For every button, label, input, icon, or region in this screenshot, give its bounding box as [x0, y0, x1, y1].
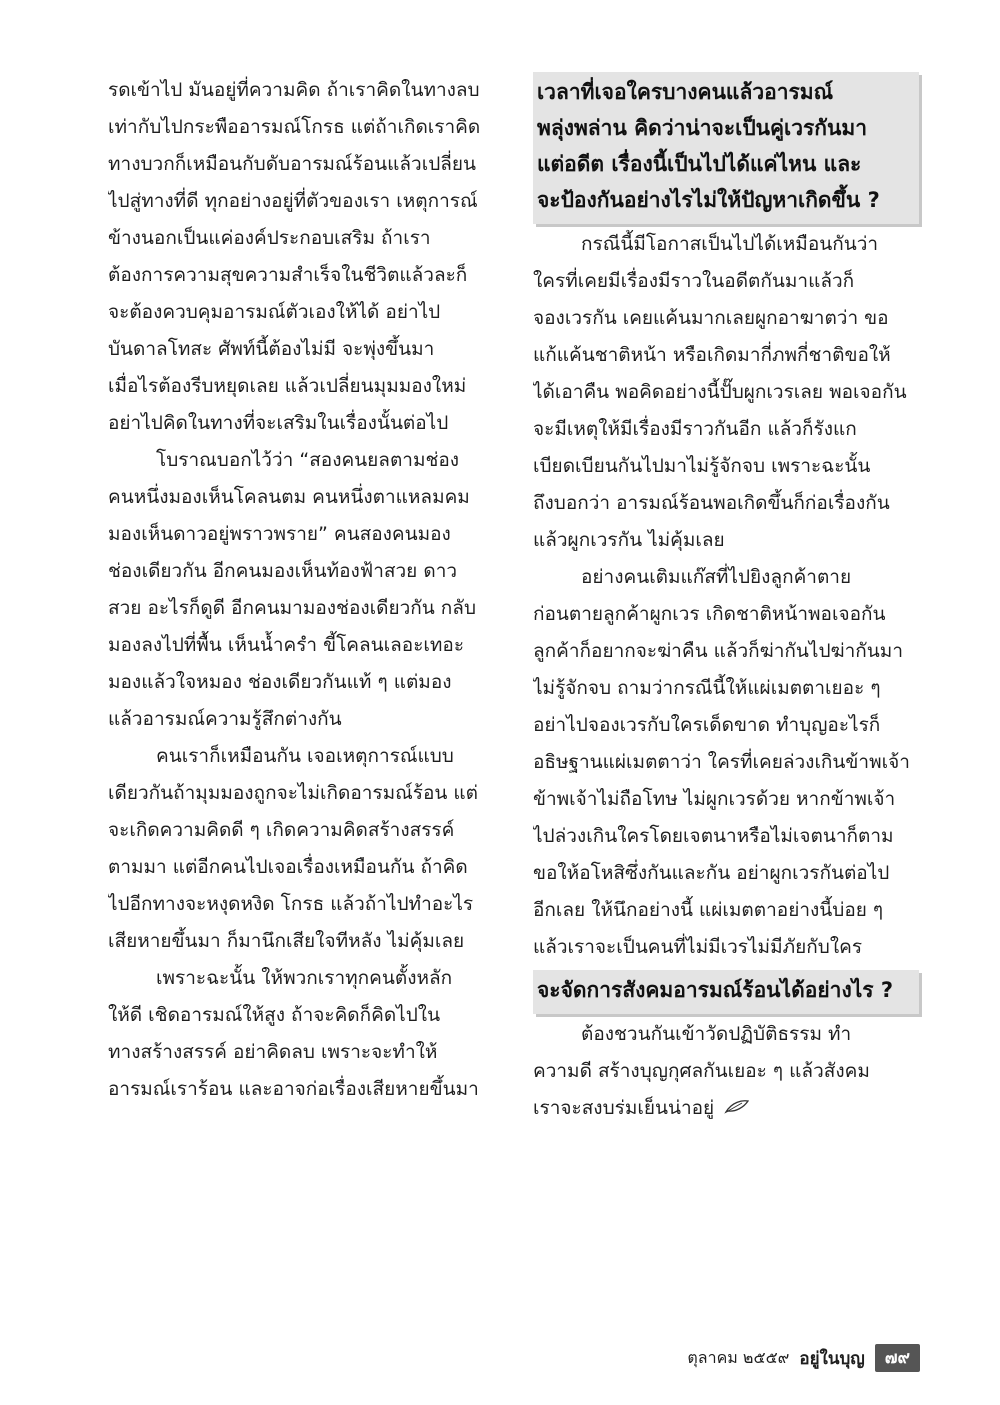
text-line: รดเข้าไป มันอยู่ที่ความคิด ถ้าเราคิดในทางลบ: [108, 79, 480, 101]
text-line: เพราะฉะนั้น ให้พวกเราทุกคนตั้งหลัก: [156, 967, 453, 989]
question-heading-2: [533, 970, 919, 1014]
text-line: แก้แค้นชาติหน้า หรือเกิดมากี่ภพกี่ชาติขอให้: [533, 344, 891, 366]
leaf-end-icon: [724, 1090, 750, 1127]
text-line: ก่อนตายลูกค้าผูกเวร เกิดชาติหน้าพอเจอกัน: [533, 603, 886, 625]
text-line: ความดี สร้างบุญกุศลกันเยอะ ๆ แล้วสังคม: [533, 1060, 870, 1082]
text-line: บันดาลโทสะ ศัพท์นี้ต้องไม่มี จะพุ่งขึ้นมา: [108, 338, 435, 360]
text-line: เสียหายขึ้นมา ก็มานึกเสียใจทีหลัง ไม่คุ้มเลย: [108, 930, 465, 952]
paragraph: [108, 72, 492, 442]
text-line: เดียวกันถ้ามุมมองถูกจะไม่เกิดอารมณ์ร้อน แต่: [108, 782, 478, 804]
text-line: ใครที่เคยมีเรื่องมีราวในอดีตกันมาแล้วก็: [533, 270, 855, 292]
left-column: [108, 72, 492, 1108]
text-line: แล้วเราจะเป็นคนที่ไม่มีเวรไม่มีภัยกับใคร: [533, 936, 863, 958]
question-heading: [533, 72, 919, 224]
text-line: เท่ากับไปกระพืออารมณ์โกรธ แต่ถ้าเกิดเราคิด: [108, 116, 481, 138]
text-line: เมื่อไรต้องรีบหยุดเลย แล้วเปลี่ยนมุมมองใหม่: [108, 375, 467, 397]
text-line: สวย อะไรก็ดูดี อีกคนมามองช่องเดียวกัน กลับ: [108, 597, 477, 619]
text-line: มองเห็นดาวอยู่พราวพราย” คนสองคนมอง: [108, 523, 451, 545]
page-number: ๗๙: [875, 1344, 920, 1372]
text-line: ไปสู่ทางที่ดี ทุกอย่างอยู่ที่ตัวของเรา เหตุการณ์: [108, 190, 478, 212]
text-line: ได้เอาคืน พอคิดอย่างนี้ปั๊บผูกเวรเลย พอเจอกัน: [533, 381, 907, 403]
text-line: อธิษฐานแผ่เมตตาว่า ใครที่เคยล่วงเกินข้าพเจ้า: [533, 751, 910, 773]
paragraph: [108, 960, 492, 1108]
text-line: อย่าไปจองเวรกับใครเด็ดขาด ทำบุญอะไรก็: [533, 714, 881, 736]
paragraph: [533, 226, 919, 559]
text-line: ทางบวกก็เหมือนกับดับอารมณ์ร้อนแล้วเปลี่ยน: [108, 153, 477, 175]
text-line: ไปล่วงเกินใครโดยเจตนาหรือไม่เจตนาก็ตาม: [533, 825, 894, 847]
magazine-name: อยู่ในบุญ: [799, 1348, 865, 1369]
text-line: จองเวรกัน เคยแค้นมากเลยผูกอาฆาตว่า ขอ: [533, 307, 889, 329]
text-line: มองลงไปที่พื้น เห็นน้ำครำ ขี้โคลนเลอะเทอะ: [108, 634, 465, 656]
right-column: [533, 72, 919, 1127]
text-line: อย่าไปคิดในทางที่จะเสริมในเรื่องนั้นต่อไป: [108, 412, 449, 434]
text-line: ไปอีกทางจะหงุดหงิด โกรธ แล้วถ้าไปทำอะไร: [108, 893, 474, 915]
question-line: แต่อดีต เรื่องนี้เป็นไปได้แค่ไหน และ: [537, 152, 862, 176]
paragraph: [108, 442, 492, 738]
paragraph: [533, 1016, 919, 1127]
text-line: เบียดเบียนกันไปมาไม่รู้จักจบ เพราะฉะนั้น: [533, 455, 871, 477]
text-line: อีกเลย ให้นึกอย่างนี้ แผ่เมตตาอย่างนี้บ่อย ๆ: [533, 899, 884, 921]
text-line: อย่างคนเติมแก๊สที่ไปยิงลูกค้าตาย: [581, 566, 852, 588]
text-span: เราจะสงบร่มเย็นน่าอยู่: [533, 1097, 715, 1119]
text-line: ให้ดี เชิดอารมณ์ให้สูง ถ้าจะคิดก็คิดไปใน: [108, 1004, 441, 1026]
paragraph: [533, 559, 919, 966]
issue-date: ตุลาคม ๒๕๕๙: [687, 1347, 790, 1367]
text-line: ช่องเดียวกัน อีกคนมองเห็นท้องฟ้าสวย ดาว: [108, 560, 458, 582]
text-line: ถึงบอกว่า อารมณ์ร้อนพอเกิดขึ้นก็ก่อเรื่องกัน: [533, 492, 890, 514]
text-line: โบราณบอกไว้ว่า “สองคนยลตามช่อง: [156, 449, 460, 471]
paragraph: [108, 738, 492, 960]
text-line: ไม่รู้จักจบ ถามว่ากรณีนี้ให้แผ่เมตตาเยอะ ๆ: [533, 677, 881, 699]
question-line: เวลาที่เจอใครบางคนแล้วอารมณ์: [537, 80, 834, 104]
text-line: [533, 1090, 919, 1127]
text-line: จะมีเหตุให้มีเรื่องมีราวกันอีก แล้วก็รังแก: [533, 418, 857, 440]
text-line: กรณีนี้มีโอกาสเป็นไปได้เหมือนกันว่า: [581, 233, 879, 255]
question-line: จะป้องกันอย่างไรไม่ให้ปัญหาเกิดขึ้น ?: [537, 188, 880, 212]
text-line: ลูกค้าก็อยากจะฆ่าคืน แล้วก็ฆ่ากันไปฆ่ากันมา: [533, 640, 903, 662]
text-line: ทางสร้างสรรค์ อย่าคิดลบ เพราะจะทำให้: [108, 1041, 438, 1063]
text-line: จะเกิดความคิดดี ๆ เกิดความคิดสร้างสรรค์: [108, 819, 455, 841]
text-line: ตามมา แต่อีกคนไปเจอเรื่องเหมือนกัน ถ้าคิด: [108, 856, 468, 878]
text-line: แล้วผูกเวรกัน ไม่คุ้มเลย: [533, 529, 725, 551]
question-line: จะจัดการสังคมอารมณ์ร้อนได้อย่างไร ?: [537, 978, 894, 1002]
text-line: ขอให้อโหสิซึ่งกันและกัน อย่าผูกเวรกันต่อไป: [533, 862, 890, 884]
text-line: คนเราก็เหมือนกัน เจอเหตุการณ์แบบ: [156, 745, 454, 767]
text-line: ข้างนอกเป็นแค่องค์ประกอบเสริม ถ้าเรา: [108, 227, 431, 249]
text-line: คนหนึ่งมองเห็นโคลนตม คนหนึ่งตาแหลมคม: [108, 486, 470, 508]
text-line: แล้วอารมณ์ความรู้สึกต่างกัน: [108, 708, 342, 730]
page-footer: [687, 1343, 920, 1373]
text-line: จะต้องควบคุมอารมณ์ตัวเองให้ได้ อย่าไป: [108, 301, 441, 323]
text-line: ต้องการความสุขความสำเร็จในชีวิตแล้วละก็: [108, 264, 468, 286]
text-line: มองแล้วใจหมอง ช่องเดียวกันแท้ ๆ แต่มอง: [108, 671, 452, 693]
text-line: ข้าพเจ้าไม่ถือโทษ ไม่ผูกเวรด้วย หากข้าพเจ้า: [533, 788, 896, 810]
text-line: ต้องชวนกันเข้าวัดปฏิบัติธรรม ทำ: [581, 1023, 852, 1045]
question-line: พลุ่งพล่าน คิดว่าน่าจะเป็นคู่เวรกันมา: [537, 116, 868, 140]
text-line: อารมณ์เราร้อน และอาจก่อเรื่องเสียหายขึ้นมา: [108, 1078, 479, 1100]
